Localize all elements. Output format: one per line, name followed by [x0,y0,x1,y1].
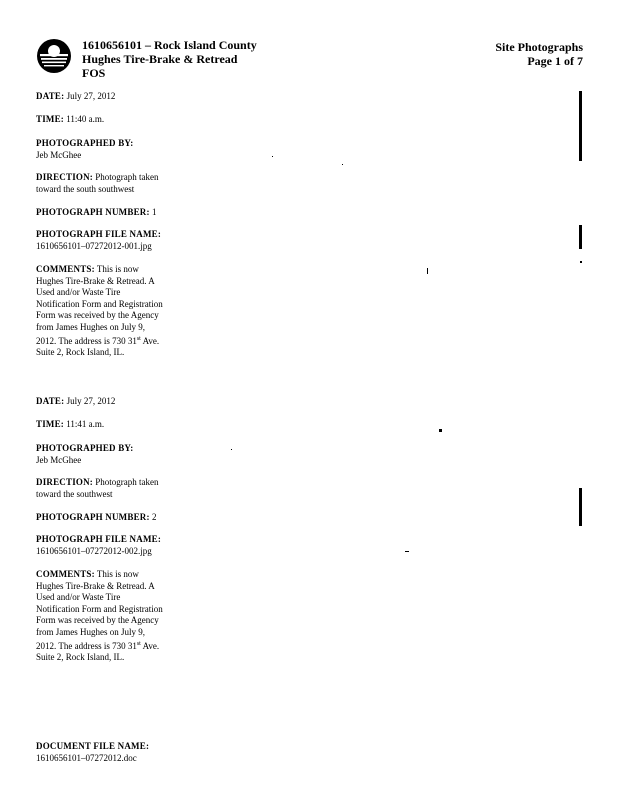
document-title [82,38,257,80]
agency-logo-icon [36,38,72,74]
direction-label: DIRECTION: [36,172,94,182]
title-site-id: 1610656101 – Rock Island County [82,38,257,52]
direction-label: DIRECTION: [36,477,94,487]
date-row [36,396,115,408]
direction-value-line2: toward the south southwest [36,183,135,194]
page-number: Page 1 of 7 [527,54,583,68]
direction-value-line2: toward the southwest [36,488,113,499]
comments-line6: from James Hughes on July 9, [36,321,145,332]
comments-line7: 2012. The address is 730 31st Ave. [36,640,160,651]
photo-file-value: 1610656101–07272012-001.jpg [36,240,152,251]
date-value: July 27, 2012 [66,91,116,101]
comments-line5: Form was received by the Agency [36,310,159,321]
title-fos: FOS [82,66,106,80]
comments-line5: Form was received by the Agency [36,615,159,626]
comments-line8: Suite 2, Rock Island, IL. [36,347,125,358]
comments-section [36,569,163,664]
time-row [36,419,104,431]
document-file-label: DOCUMENT FILE NAME: [36,741,150,751]
photo-number-value: 1 [151,207,157,217]
scan-artifact-bar [579,91,582,161]
document-file-section [36,741,186,764]
photographer-value: Jeb McGhee [36,454,82,465]
time-value: 11:41 a.m. [66,419,105,429]
photo-file-label: PHOTOGRAPH FILE NAME: [36,534,162,544]
time-value: 11:40 a.m. [66,114,105,124]
comments-line7: 2012. The address is 730 31st Ave. [36,335,160,346]
comments-section [36,264,163,359]
time-row [36,114,104,126]
photographer-label: PHOTOGRAPHED BY: [36,138,134,148]
scan-artifact-speck [405,551,409,552]
comments-label: COMMENTS: [36,569,95,579]
photo-number-row [36,512,156,524]
photo-file-value: 1610656101–07272012-002.jpg [36,545,152,556]
photo-number-label: PHOTOGRAPH NUMBER: [36,207,150,217]
comments-line6: from James Hughes on July 9, [36,626,145,637]
scan-artifact-bar [579,488,582,526]
date-row [36,91,115,103]
comments-line1: This is now [96,264,139,274]
time-label: TIME: [36,114,64,124]
comments-line2: Hughes Tire-Brake & Retread. A [36,580,155,591]
comments-line1: This is now [96,569,139,579]
photo-file-label: PHOTOGRAPH FILE NAME: [36,229,162,239]
comments-line3: Used and/or Waste Tire [36,287,121,298]
scan-artifact-speck [272,156,273,157]
comments-line3: Used and/or Waste Tire [36,592,121,603]
direction-value-line1: Photograph taken [95,172,159,182]
photographer-value: Jeb McGhee [36,149,82,160]
photo-file-section [36,229,161,252]
title-site-name: Hughes Tire-Brake & Retread [82,52,238,66]
photo-number-label: PHOTOGRAPH NUMBER: [36,512,150,522]
section-title: Site Photographs [495,40,583,54]
header-right [495,40,583,68]
scan-artifact-speck [231,449,232,450]
document-file-value: 1610656101–07272012.doc [36,752,137,763]
scan-artifact-speck [439,429,442,432]
photo-number-value: 2 [151,512,157,522]
comments-line8: Suite 2, Rock Island, IL. [36,652,125,663]
direction-section [36,172,159,195]
comments-line4: Notification Form and Registration [36,603,163,614]
photo-file-section [36,534,161,557]
photographer-section [36,443,133,466]
scan-artifact-bar [579,225,582,249]
direction-value-line1: Photograph taken [95,477,159,487]
comments-line2: Hughes Tire-Brake & Retread. A [36,275,155,286]
date-label: DATE: [36,91,65,101]
time-label: TIME: [36,419,64,429]
comments-label: COMMENTS: [36,264,95,274]
scan-artifact-speck [342,164,343,165]
photo-number-row [36,207,156,219]
scan-artifact-speck [580,261,582,263]
scan-artifact-speck [427,268,428,274]
date-value: July 27, 2012 [66,396,116,406]
comments-line4: Notification Form and Registration [36,298,163,309]
direction-section [36,477,159,500]
photographer-label: PHOTOGRAPHED BY: [36,443,134,453]
date-label: DATE: [36,396,65,406]
photographer-section [36,138,133,161]
